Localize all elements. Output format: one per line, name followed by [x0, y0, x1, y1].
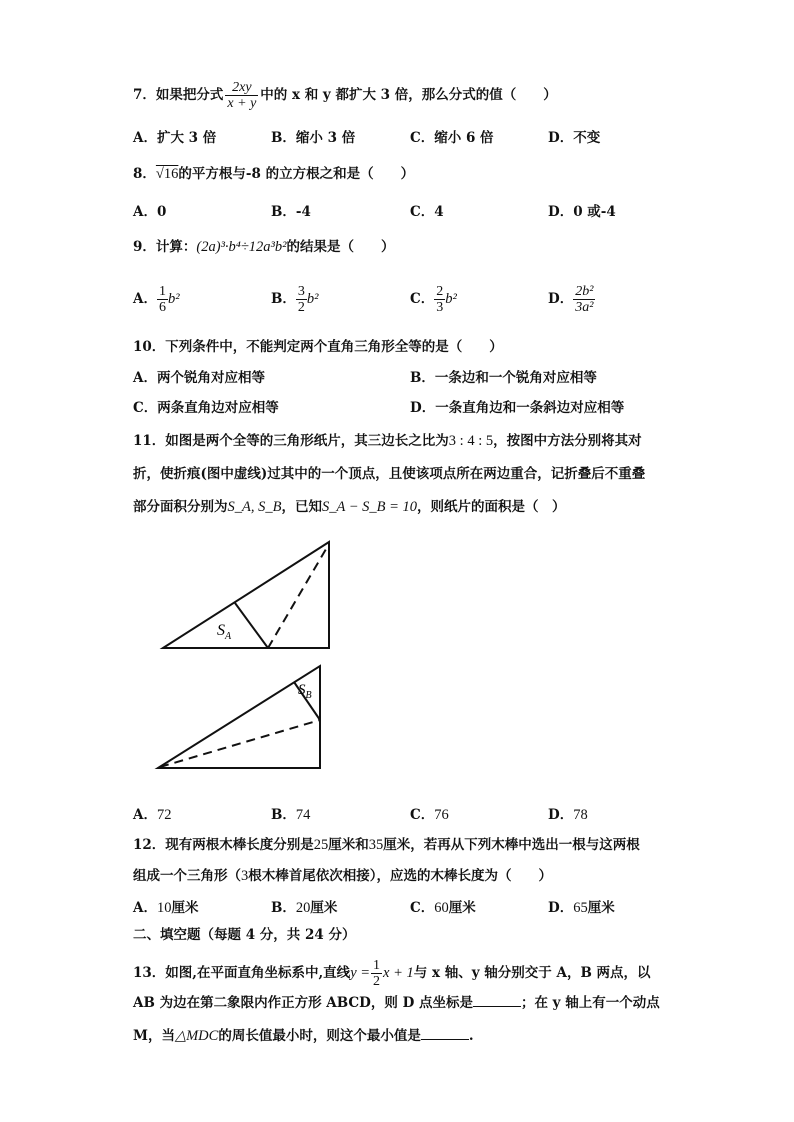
q11-line3-post: ，则纸片的面积是（ ）: [417, 499, 566, 515]
q9-option-a-num: 1: [158, 284, 166, 299]
q7-fraction: [225, 80, 258, 111]
q9-option-b-label: B．: [271, 291, 296, 307]
q9-option-d: [548, 284, 595, 315]
q8-stem-pre: 8．: [133, 166, 156, 182]
q11-line3-mid: ，已知: [281, 499, 322, 515]
q11-option-b: [271, 805, 310, 825]
q9-option-b-num: 3: [297, 284, 305, 299]
q12-line2-post: 根木棒首尾依次相接），应选的木棒长度为（ ）: [248, 868, 552, 884]
q12-line1: [133, 835, 640, 855]
q11-label-sb-sub: B: [305, 690, 312, 701]
q11-line2: 折，使折痕(图中虚线)过其中的一个顶点，且使该项点所在两边重合，记折叠后不重叠: [133, 466, 646, 482]
q9-stem: [133, 237, 394, 257]
q7-stem-pre: 7．如果把分式: [133, 87, 224, 103]
q7-option-c: C．缩小 6 倍: [410, 130, 494, 146]
q13-eq-fraction: [371, 958, 382, 989]
q9-option-d-label: D．: [548, 291, 574, 307]
q12-option-d: [548, 898, 615, 918]
q9-option-c-den: 3: [436, 300, 444, 315]
q7-option-a: A．扩大 3 倍: [133, 130, 217, 146]
q8-option-b: B．-4: [271, 204, 311, 220]
q9-option-b-den: 2: [297, 300, 305, 315]
q9-option-a-fraction: [157, 284, 168, 315]
q11-figure-b-triangle: [158, 666, 320, 768]
q11-option-c-label: C．: [410, 807, 435, 823]
q8-option-a: A．0: [133, 204, 167, 220]
q11-line1-pre: 11．如图是两个全等的三角形纸片，其三边长之比为: [133, 433, 449, 449]
q11-figure-a: [155, 535, 340, 655]
q9-expression: (2a)³·b⁴÷12a³b²: [196, 239, 287, 255]
q11-option-c-value: 76: [434, 807, 449, 823]
q11-line3-pre: 部分面积分别为: [133, 499, 228, 515]
q12-option-a-label: A．: [133, 900, 157, 916]
q13-line3-post: 的周长值最小时，则这个最小值是: [218, 1028, 421, 1044]
q11-label-sb: [298, 682, 312, 701]
q9-option-b-fraction: [296, 284, 307, 315]
q11-label-sb-main: S: [298, 682, 306, 698]
q12-option-c-unit: 厘米: [448, 900, 476, 916]
q13-blank-1[interactable]: [473, 1006, 521, 1007]
q13-line1: [133, 958, 651, 989]
q9-option-d-den: 3a²: [575, 300, 594, 315]
q11-areas: S_A, S_B: [227, 499, 282, 515]
q12-line2-pre: 组成一个三角形（: [133, 868, 241, 884]
q12-option-d-unit: 厘米: [587, 900, 615, 916]
q7-stem-post: 中的 x 和 y 都扩大 3 倍，那么分式的值（ ）: [260, 87, 557, 103]
q12-line2-num: 3: [241, 868, 249, 884]
q11-option-a: [133, 805, 171, 825]
q9-option-c-tail: b²: [445, 291, 457, 307]
q13-eq-num: 1: [373, 958, 381, 973]
q11-line3: [133, 497, 566, 517]
q7-option-d: D．不变: [548, 130, 601, 146]
q12-line2: [133, 866, 552, 886]
q13-line3: [133, 1026, 474, 1046]
q10-option-a: A．两个锐角对应相等: [133, 370, 265, 386]
q13-triangle: △MDC: [174, 1028, 219, 1044]
q11-option-d-value: 78: [573, 807, 588, 823]
q11-ratio: 3 : 4 : 5: [448, 433, 494, 449]
q11-option-a-value: 72: [156, 807, 172, 823]
q9-option-a-tail: b²: [167, 291, 180, 307]
q10-stem: 10．下列条件中，不能判定两个直角三角形全等的是（ ）: [133, 339, 503, 355]
q12-line1-mid: 厘米和: [328, 837, 369, 853]
q9-option-a-den: 6: [158, 300, 166, 315]
q9-option-a-label: A．: [133, 291, 157, 307]
q9-option-c-label: C．: [410, 291, 435, 307]
q11-option-d: [548, 805, 588, 825]
section-fill-in-title: 二、填空题（每题 4 分，共 24 分）: [133, 927, 356, 943]
q8-option-c: C．4: [410, 204, 444, 220]
q12-option-b-unit: 厘米: [310, 900, 338, 916]
q12-option-a-unit: 厘米: [171, 900, 199, 916]
q13-eq-right: x + 1: [383, 965, 414, 981]
q10-option-b: B．一条边和一个锐角对应相等: [410, 370, 597, 386]
q9-option-c-fraction: [434, 284, 445, 315]
q9-option-c-num: 2: [436, 284, 444, 299]
q9-option-b-tail: b²: [306, 291, 319, 307]
q12-option-b: [271, 898, 337, 918]
q11-option-b-value: 74: [295, 807, 311, 823]
q13-blank-2[interactable]: [421, 1039, 469, 1040]
q11-figure-b-crease: [160, 720, 320, 767]
q7-fraction-numerator: 2xy: [225, 80, 258, 96]
q11-figure-a-fold-edge: [235, 603, 268, 648]
q11-label-sa: [217, 622, 232, 642]
q12-option-b-value: 20: [295, 900, 311, 916]
q7-option-b: B．缩小 3 倍: [271, 130, 356, 146]
q12-option-c: [410, 898, 476, 918]
q13-line3-end: .: [468, 1028, 474, 1044]
q11-line1: [133, 431, 642, 451]
q11-figure-a-triangle: [163, 542, 329, 648]
q12-option-c-value: 60: [434, 900, 449, 916]
q11-label-sa-main: S: [217, 622, 225, 639]
q12-length-1: 25: [313, 837, 329, 853]
q11-line1-post: ，按图中方法分别将其对: [493, 433, 642, 449]
q11-option-d-label: D．: [548, 807, 574, 823]
q13-eq-den: 2: [373, 974, 381, 989]
q8-stem: [133, 164, 414, 184]
q13-line1-post: 与 x 轴、y 轴分别交于 A，B 两点，以: [413, 965, 651, 981]
q13-line3-pre: M，当: [133, 1028, 175, 1044]
q10-option-c: C．两条直角边对应相等: [133, 400, 279, 416]
q12-option-a: [133, 898, 198, 918]
q9-option-b: [271, 284, 319, 315]
q8-stem-post: 的平方根与-8 的立方根之和是（ ）: [178, 166, 415, 182]
q9-stem-post: 的结果是（ ）: [286, 239, 395, 255]
q12-option-a-value: 10: [156, 900, 172, 916]
q9-option-a: [133, 284, 180, 315]
q9-option-d-num: 2b²: [575, 284, 594, 299]
q13-line2-text: AB 为边在第二象限内作正方形 ABCD，则 D 点坐标是: [133, 995, 473, 1011]
q13-eq-left: y =: [350, 965, 371, 981]
q12-line1-pre: 12．现有两根木棒长度分别是: [133, 837, 314, 853]
q12-option-b-label: B．: [271, 900, 296, 916]
q9-option-c: [410, 284, 457, 315]
q13-line2: [133, 993, 660, 1013]
q11-figure-b: [152, 660, 332, 775]
q8-radical: √16: [155, 166, 179, 182]
q12-option-c-label: C．: [410, 900, 435, 916]
q12-option-d-label: D．: [548, 900, 574, 916]
q11-label-sa-sub: A: [225, 631, 232, 642]
q9-stem-pre: 9．计算：: [133, 239, 197, 255]
q12-option-d-value: 65: [573, 900, 588, 916]
q11-option-c: [410, 805, 449, 825]
q10-option-d: D．一条直角边和一条斜边对应相等: [410, 400, 625, 416]
q11-option-b-label: B．: [271, 807, 296, 823]
q12-line1-post: 厘米，若再从下列木棒中选出一根与这两根: [383, 837, 640, 853]
q7-stem: [133, 80, 557, 111]
q11-option-a-label: A．: [133, 807, 157, 823]
q13-line1-pre: 13．如图,在平面直角坐标系中,直线: [133, 965, 351, 981]
q13-line2-post: ；在 y 轴上有一个动点: [520, 995, 660, 1011]
q11-figure-a-crease: [268, 544, 329, 648]
q11-given: S_A − S_B = 10: [321, 499, 417, 515]
q12-length-2: 35: [368, 837, 384, 853]
q7-fraction-denominator: x + y: [227, 96, 257, 111]
q9-option-d-fraction: [573, 284, 595, 315]
q8-option-d: D．0 或-4: [548, 204, 616, 220]
